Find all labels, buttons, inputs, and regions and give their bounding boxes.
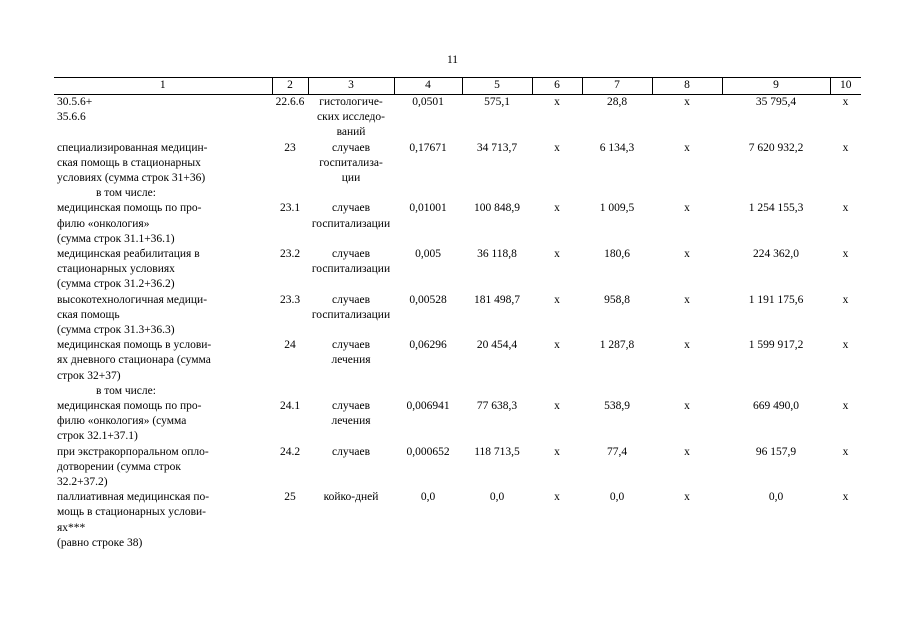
table-row bbox=[54, 141, 861, 187]
page-number: 11 bbox=[446, 54, 459, 66]
cell-c7: 77,4 bbox=[606, 445, 628, 458]
cell-c5: 118 713,5 bbox=[474, 445, 520, 458]
cell-c6: х bbox=[554, 141, 560, 154]
column-header-2: 2 bbox=[272, 78, 308, 95]
table-row bbox=[54, 186, 861, 201]
cell-c2: 23.1 bbox=[279, 202, 301, 215]
cell-c9: 7 620 932,2 bbox=[748, 141, 804, 154]
cell-c5 bbox=[462, 186, 532, 201]
table-row bbox=[54, 490, 861, 551]
cell-c2: 24.2 bbox=[279, 445, 301, 458]
cell-c6: х bbox=[554, 339, 560, 352]
cell-c10: х bbox=[842, 491, 849, 504]
cell-c1: медицинская реабилитация в стационарных условиях (сумма строк 31.2+36.2) bbox=[57, 248, 200, 291]
cell-c5: 181 498,7 bbox=[474, 293, 520, 306]
data-table bbox=[54, 77, 861, 551]
table-row bbox=[54, 247, 861, 293]
column-header-7: 7 bbox=[582, 78, 652, 95]
cell-c2: 24 bbox=[284, 339, 296, 352]
cell-c2 bbox=[272, 186, 308, 201]
cell-c1: в том числе: bbox=[96, 384, 156, 397]
cell-c8: х bbox=[684, 445, 690, 458]
cell-c6 bbox=[532, 384, 582, 399]
cell-c9 bbox=[722, 186, 830, 201]
column-header-6: 6 bbox=[532, 78, 582, 95]
table-header bbox=[54, 78, 861, 95]
table-row bbox=[54, 201, 861, 247]
cell-c5: 77 638,3 bbox=[476, 400, 518, 413]
cell-c10: х bbox=[842, 141, 849, 154]
cell-c6: х bbox=[554, 293, 560, 306]
cell-c4: 0,17671 bbox=[409, 141, 447, 154]
cell-c10 bbox=[830, 186, 861, 201]
cell-c8: х bbox=[684, 96, 690, 108]
column-header-4: 4 bbox=[394, 78, 462, 95]
table-row bbox=[54, 445, 861, 491]
cell-c1: медицинская помощь по про- филю «онкология» (сумма строк 32.1+37.1) bbox=[57, 400, 202, 443]
cell-c3: случаев госпитализа- ции bbox=[319, 141, 383, 185]
cell-c6 bbox=[532, 186, 582, 201]
cell-c8: х bbox=[684, 400, 690, 413]
cell-c6: х bbox=[554, 96, 560, 108]
cell-c10: х bbox=[842, 400, 849, 413]
cell-c7: 538,9 bbox=[604, 400, 630, 413]
cell-c7: 0,0 bbox=[609, 491, 625, 504]
cell-c8 bbox=[652, 186, 722, 201]
cell-c1: в том числе: bbox=[96, 187, 156, 200]
column-header-1: 1 bbox=[54, 78, 272, 95]
cell-c9: 1 191 175,6 bbox=[748, 293, 804, 306]
cell-c6: х bbox=[554, 400, 560, 413]
cell-c5: 575,1 bbox=[484, 96, 510, 108]
cell-c9: 96 157,9 bbox=[755, 445, 797, 458]
cell-c10: х bbox=[842, 293, 849, 306]
cell-c3: случаев госпитализации bbox=[311, 202, 391, 230]
cell-c6: х bbox=[554, 491, 560, 504]
cell-c10: х bbox=[842, 96, 849, 108]
cell-c9: 669 490,0 bbox=[753, 400, 799, 413]
cell-c3: случаев bbox=[331, 445, 370, 458]
cell-c1: при экстракорпоральном опло- дотворении (сумма строк 32.2+37.2) bbox=[57, 445, 209, 489]
cell-c4: 0,0501 bbox=[412, 96, 444, 108]
cell-c4: 0,0 bbox=[420, 491, 436, 504]
cell-c9: 1 599 917,2 bbox=[748, 339, 804, 352]
cell-c1: медицинская помощь по про- филю «онкология» (сумма строк 31.1+36.1) bbox=[57, 202, 202, 245]
column-header-5: 5 bbox=[462, 78, 532, 95]
cell-c7: 180,6 bbox=[604, 248, 630, 261]
column-header-9: 9 bbox=[722, 78, 830, 95]
cell-c8: х bbox=[684, 141, 690, 154]
cell-c4 bbox=[394, 186, 462, 201]
table-body bbox=[54, 95, 861, 552]
cell-c3 bbox=[308, 186, 394, 201]
cell-c10 bbox=[830, 384, 861, 399]
cell-c3: случаев лечения bbox=[331, 400, 371, 428]
cell-c2: 22.6.6 bbox=[275, 96, 305, 108]
cell-c1: специализированная медицин- ская помощь в стационарных условиях (сумма строк 31+36) bbox=[57, 141, 208, 185]
cell-c2: 23 bbox=[284, 141, 296, 154]
table-row bbox=[54, 399, 861, 445]
cell-c6: х bbox=[554, 445, 560, 458]
cell-c8: х bbox=[684, 202, 690, 215]
cell-c1: медицинская помощь в услови- ях дневного стационара (сумма строк 32+37) bbox=[57, 339, 212, 382]
cell-c6: х bbox=[554, 248, 560, 261]
cell-c4: 0,06296 bbox=[409, 339, 447, 352]
cell-c3: койко-дней bbox=[323, 491, 379, 504]
cell-c10: х bbox=[842, 248, 849, 261]
table-row bbox=[54, 384, 861, 399]
cell-c1: высокотехнологичная медици- ская помощь (сумма строк 31.3+36.3) bbox=[57, 293, 208, 337]
cell-c5: 34 713,7 bbox=[476, 141, 518, 154]
cell-c3: случаев лечения bbox=[331, 339, 371, 367]
cell-c7: 1 009,5 bbox=[599, 202, 635, 215]
cell-c7: 28,8 bbox=[606, 96, 628, 108]
cell-c10: х bbox=[842, 202, 849, 215]
cell-c2: 25 bbox=[284, 491, 296, 504]
column-header-10: 10 bbox=[830, 78, 861, 95]
cell-c3: случаев госпитализации bbox=[311, 293, 391, 321]
cell-c3: гистологиче- ских исследо- ваний bbox=[317, 96, 385, 139]
cell-c9: 1 254 155,3 bbox=[748, 202, 804, 215]
cell-c7: 958,8 bbox=[604, 293, 630, 306]
cell-c2: 23.3 bbox=[279, 293, 301, 306]
cell-c9: 35 795,4 bbox=[755, 96, 797, 108]
cell-c4: 0,000652 bbox=[406, 445, 450, 458]
cell-c2 bbox=[272, 384, 308, 399]
cell-c4: 0,006941 bbox=[406, 400, 450, 413]
cell-c8: х bbox=[684, 339, 690, 352]
cell-c8 bbox=[652, 384, 722, 399]
cell-c7: 1 287,8 bbox=[599, 339, 635, 352]
cell-c4: 0,00528 bbox=[409, 293, 447, 306]
cell-c8: х bbox=[684, 293, 690, 306]
cell-c10: х bbox=[842, 339, 849, 352]
table-row bbox=[54, 293, 861, 339]
cell-c5 bbox=[462, 384, 532, 399]
cell-c5: 36 118,8 bbox=[477, 248, 517, 261]
table-row bbox=[54, 95, 861, 141]
cell-c5: 20 454,4 bbox=[476, 339, 518, 352]
cell-c9 bbox=[722, 384, 830, 399]
cell-c7: 6 134,3 bbox=[599, 141, 635, 154]
cell-c4 bbox=[394, 384, 462, 399]
cell-c2: 24.1 bbox=[279, 400, 301, 413]
cell-c8: х bbox=[684, 248, 690, 261]
cell-c7 bbox=[582, 186, 652, 201]
cell-c4: 0,01001 bbox=[409, 202, 447, 215]
column-header-8: 8 bbox=[652, 78, 722, 95]
cell-c3 bbox=[308, 384, 394, 399]
cell-c5: 100 848,9 bbox=[474, 202, 520, 215]
cell-c1: 30.5.6+ 35.6.6 bbox=[57, 96, 93, 124]
cell-c7 bbox=[582, 384, 652, 399]
cell-c4: 0,005 bbox=[415, 248, 441, 261]
cell-c6: х bbox=[554, 202, 560, 215]
header-row bbox=[54, 78, 861, 95]
cell-c9: 224 362,0 bbox=[753, 248, 799, 261]
cell-c1: паллиативная медицинская по- мощь в стационарных услови- ях*** (равно строке 38) bbox=[57, 491, 210, 549]
cell-c10: х bbox=[842, 445, 849, 458]
cell-c3: случаев госпитализации bbox=[311, 248, 391, 276]
table-row bbox=[54, 338, 861, 384]
cell-c8: х bbox=[684, 491, 690, 504]
column-header-3: 3 bbox=[308, 78, 394, 95]
cell-c9: 0,0 bbox=[768, 491, 784, 504]
cell-c5: 0,0 bbox=[489, 491, 505, 504]
cell-c2: 23.2 bbox=[279, 248, 301, 261]
